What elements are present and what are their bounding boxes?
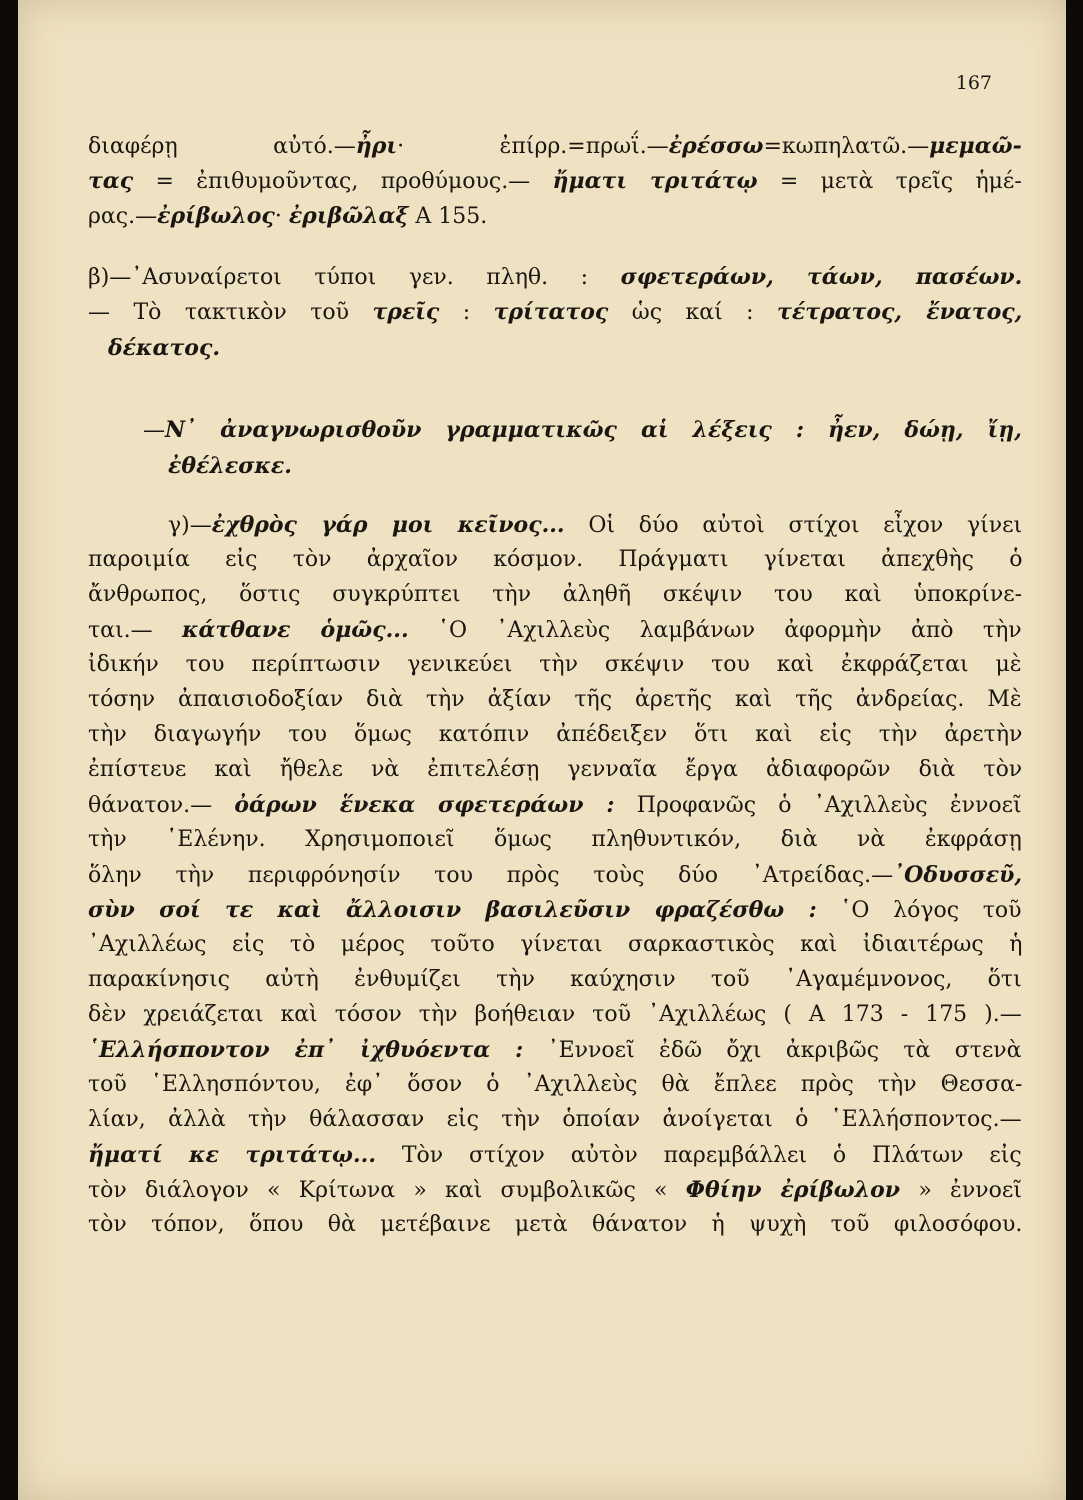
text-line	[88, 1001, 1022, 1029]
page-number: 167	[955, 72, 992, 94]
text-line	[88, 791, 1022, 820]
text-line	[88, 263, 1022, 292]
text-span: » ἐννοεῖ	[900, 1178, 1022, 1203]
text-span: Τὸν στίχον αὐτὸν παρεμβάλλει ὁ Πλάτων εἰς	[375, 1143, 1022, 1168]
text-line	[88, 1141, 1022, 1170]
text-span: = ἐπιθυμοῦντας, προθύμους.—	[133, 169, 553, 194]
text-span: — Τὸ τακτικὸν τοῦ	[88, 300, 373, 325]
text-span: Προφανῶς ὁ ᾿Αχιλλεὺς ἐννοεῖ	[614, 793, 1022, 818]
text-span: =κωπηλατῶ.—	[763, 134, 930, 159]
text-line	[88, 167, 1022, 196]
text-span: τόσην ἀπαισιοδοξίαν διὰ τὴν ἀξίαν τῆς ἀρετῆς καὶ τῆς ἀνδρείας. Μὲ	[88, 687, 1022, 712]
text-line	[88, 546, 1022, 574]
text-span: ἄνθρωπος, ὅστις συγκρύπτει τὴν ἀληθῆ σκέψιν του καὶ ὑποκρίνε-	[88, 582, 1023, 607]
text-span: ῾Ο λόγος τοῦ	[816, 898, 1022, 923]
emphasized-text: ὀάρων ἕνεκα σφετεράων :	[234, 792, 615, 818]
text-span: παροιμία εἰς τὸν ἀρχαῖον κόσμον. Πράγματι γίνεται ἀπεχθὴς ὁ	[88, 547, 1023, 572]
emphasized-text: ῾Ελλήσποντον ἐπ᾿ ἰχθυόεντα :	[88, 1037, 524, 1063]
emphasized-text: σφετεράων, τάων, πασέων.	[620, 264, 1023, 290]
text-span: θάνατον.—	[88, 793, 235, 818]
text-line	[168, 452, 292, 481]
text-span: τὴν διαγωγήν του ὅμως κατόπιν ἀπέδειξεν ὅτι καὶ εἰς τὴν ἀρετὴν	[88, 722, 1023, 747]
text-span: ῾Ο ᾿Αχιλλεὺς λαμβάνων ἀφορμὴν ἀπὸ τὴν	[408, 618, 1022, 643]
text-span: ἰδικήν του περίπτωσιν γενικεύει τὴν σκέψιν του καὶ ἐκφράζεται μὲ	[88, 652, 1022, 677]
text-line	[88, 651, 1022, 679]
emphasized-text: ἐχθρὸς γάρ μοι κεῖνος...	[211, 512, 565, 538]
emphasized-text: κάτθανε ὁμῶς...	[182, 617, 409, 643]
text-span: ᾿Εννοεῖ ἐδῶ ὄχι ἀκριβῶς τὰ στενὰ	[523, 1038, 1022, 1063]
text-line	[88, 1176, 1022, 1205]
text-line	[88, 861, 1022, 890]
text-span: —	[143, 418, 165, 443]
text-line	[88, 931, 1022, 959]
emphasized-text: Φθίην ἐρίβωλον	[685, 1177, 901, 1203]
text-span: λίαν, ἀλλὰ τὴν θάλασσαν εἰς τὴν ὁποίαν ἀνοίγεται ὁ ῾Ελλήσποντος.—	[88, 1107, 1022, 1132]
text-span: διαφέρῃ αὐτό.—	[88, 134, 356, 159]
emphasized-text: δέκατος.	[108, 335, 220, 361]
text-span: ἐπίστευε καὶ ἤθελε νὰ ἐπιτελέσῃ γενναῖα ἔργα ἀδιαφορῶν διὰ τὸν	[88, 757, 1023, 782]
emphasized-text: ἦρι	[355, 133, 398, 159]
text-span: ·	[274, 204, 289, 229]
emphasized-text: τρίτατος	[493, 299, 609, 325]
text-span: :	[439, 300, 494, 325]
emphasized-text: τρεῖς	[372, 299, 440, 325]
text-span: τοῦ ῾Ελλησπόντου, ἐφ᾿ ὅσον ὁ ᾿Αχιλλεὺς θὰ ἔπλεε πρὸς τὴν Θεσσα-	[88, 1072, 1023, 1097]
text-span: τὴν ῾Ελένην. Χρησιμοποιεῖ ὅμως πληθυντικόν, διὰ νὰ ἐκφράσῃ	[88, 827, 1022, 852]
text-span: τὸν διάλογον « Κρίτωνα » καὶ συμβολικῶς «	[88, 1178, 686, 1203]
text-span: Οἱ δύο αὐτοὶ στίχοι εἶχον γίνει	[564, 513, 1023, 538]
text-line	[88, 826, 1022, 854]
text-span: β)—᾿Ασυναίρετοι τύποι γεν. πληθ. :	[88, 265, 621, 290]
text-line	[88, 132, 1022, 161]
emphasized-text: σὺν σοί τε καὶ ἄλλοισιν βασιλεῦσιν φραζέσθω :	[88, 897, 817, 923]
text-span: ᾿Αχιλλέως εἰς τὸ μέρος τοῦτο γίνεται σαρκαστικὸς καὶ ἰδιαιτέρως ἡ	[88, 932, 1023, 957]
text-span: γ)—	[168, 513, 212, 538]
text-line	[88, 1211, 1022, 1239]
emphasized-text: τας	[88, 168, 134, 194]
text-span: τὸν τόπον, ὅπου θὰ μετέβαινε μετὰ θάνατον ἡ ψυχὴ τοῦ φιλοσόφου.	[88, 1212, 1023, 1237]
text-span: ὅλην τὴν περιφρόνησίν του πρὸς τοὺς δύο ᾿Ατρείδας.—	[88, 863, 894, 888]
emphasized-text: μεμαῶ-	[929, 133, 1022, 159]
emphasized-text: Ν᾿ ἀναγνωρισθοῦν γραμματικῶς αἱ λέξεις : ἦεν, δώῃ, ἴῃ,	[165, 417, 1022, 443]
text-line	[88, 966, 1022, 994]
emphasized-text: ᾿Οδυσσεῦ,	[893, 862, 1022, 888]
emphasized-text: τέτρατος, ἔνατος,	[777, 299, 1023, 325]
text-span: ται.—	[88, 618, 183, 643]
emphasized-text: ἤματί κε τριτάτῳ...	[88, 1142, 376, 1168]
text-line	[168, 511, 1022, 540]
emphasized-text: ἐριβῶλαξ	[288, 203, 409, 229]
text-line	[88, 1071, 1022, 1099]
text-span: ὡς καί :	[608, 300, 778, 325]
text-span: ρας.—	[88, 204, 158, 229]
text-line	[88, 616, 1022, 645]
text-span: παρακίνησις αὐτὴ ἐνθυμίζει τὴν καύχησιν τοῦ ᾿Αγαμέμνονος, ὅτι	[88, 967, 1022, 992]
text-span: δὲν χρειάζεται καὶ τόσον τὴν βοήθειαν τοῦ ᾿Αχιλλέως ( Α 173 - 175 ).—	[88, 1002, 1022, 1027]
text-span: Α 155.	[408, 204, 488, 229]
text-span: · ἐπίρρ.=πρωΐ.—	[397, 134, 669, 159]
text-line	[88, 202, 487, 231]
text-line	[88, 721, 1022, 749]
text-line	[88, 756, 1022, 784]
text-line	[88, 581, 1022, 609]
text-line	[88, 1106, 1022, 1134]
text-line	[143, 416, 1022, 445]
text-line	[88, 896, 1022, 925]
text-span: = μετὰ τρεῖς ἡμέ-	[757, 169, 1022, 194]
emphasized-text: ἤματι τριτάτῳ	[552, 168, 758, 194]
text-line	[88, 298, 1022, 327]
book-page	[18, 0, 1066, 1500]
emphasized-text: ἐρίβωλος	[157, 203, 275, 229]
emphasized-text: ἐθέλεσκε.	[168, 453, 292, 479]
text-line	[88, 1036, 1022, 1065]
text-line	[108, 334, 220, 363]
emphasized-text: ἐρέσσω	[668, 133, 764, 159]
text-line	[88, 686, 1022, 714]
